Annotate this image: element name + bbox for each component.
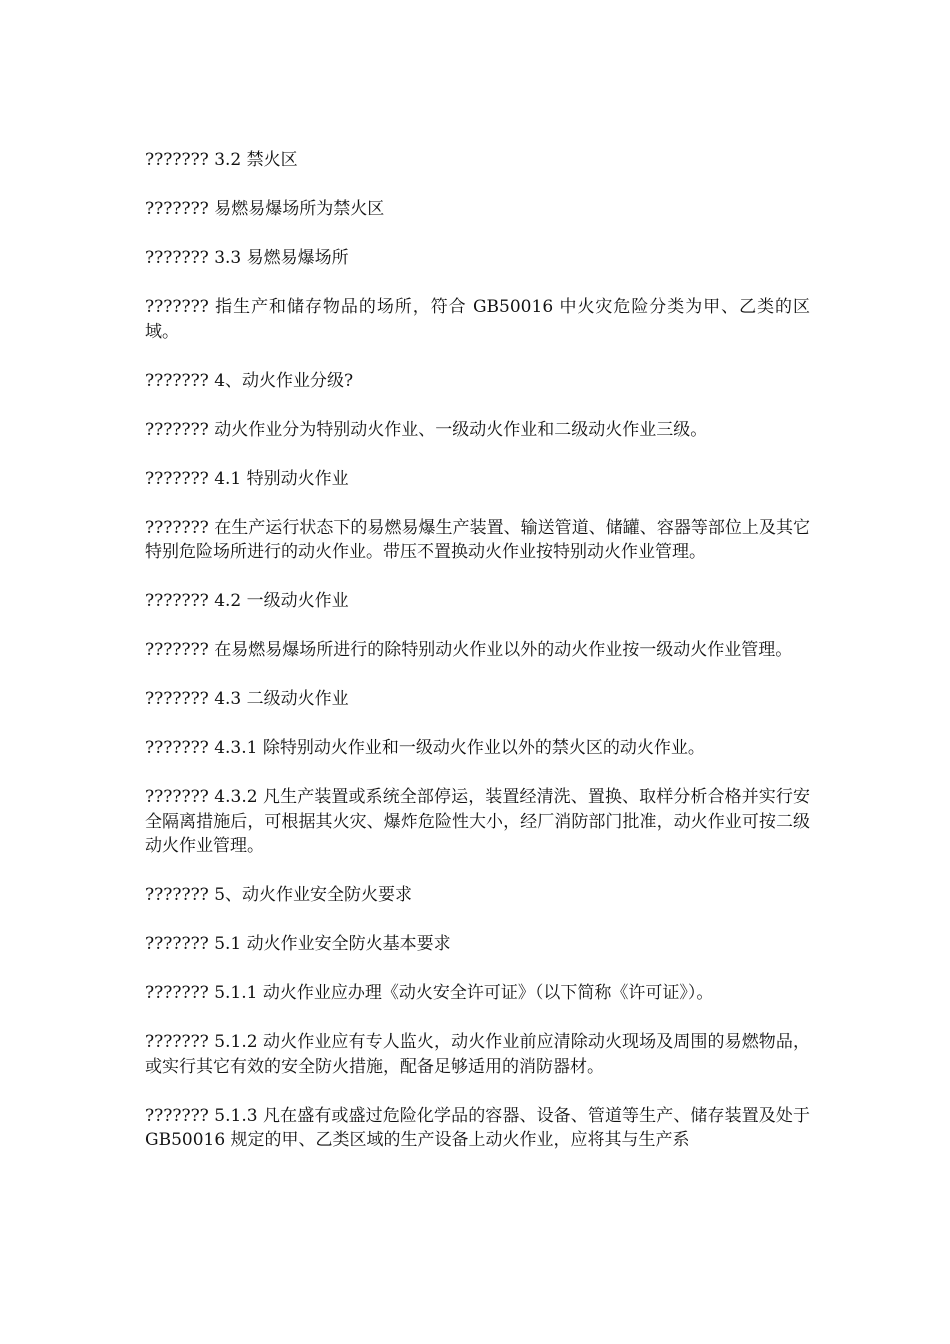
paragraph-3-2-text: ??????? 易燃易爆场所为禁火区 — [145, 199, 385, 219]
paragraph-4-heading: ??????? 4、动火作业分级? — [145, 370, 354, 391]
paragraph-5-1-1: ??????? 5.1.1 动火作业应办理《动火安全许可证》（以下简称《许可证》）。 — [145, 983, 714, 1003]
paragraph-3-3-text: ??????? 指生产和储存物品的场所，符合 GB50016 中火灾危险分类为甲、乙类的区域。 — [145, 297, 810, 342]
paragraph-4-2-text: ??????? 在易燃易爆场所进行的除特别动火作业以外的动火作业按一级动火作业管理。 — [145, 640, 793, 660]
paragraph-4-3-2: ??????? 4.3.2 凡生产装置或系统全部停运，装置经清洗、置换、取样分析合格并实行安全隔离措施后，可根据其火灾、爆炸危险性大小，经厂消防部门批准，动火作业可按二级动火作业管理。 — [145, 787, 810, 856]
paragraph-5-1-3: ??????? 5.1.3 凡在盛有或盛过危险化学品的容器、设备、管道等生产、储存装置及处于 GB50016 规定的甲、乙类区域的生产设备上动火作业，应将其与生产系 — [145, 1105, 810, 1150]
paragraph-4-2-heading: ??????? 4.2 一级动火作业 — [145, 591, 349, 611]
paragraph-4-1-heading: ??????? 4.1 特别动火作业 — [145, 468, 349, 489]
paragraph-3-3-heading: ??????? 3.3 易燃易爆场所 — [145, 248, 349, 268]
paragraph-5-1-2: ??????? 5.1.2 动火作业应有专人监火，动火作业前应清除动火现场及周围的易燃物品，或实行其它有效的安全防火措施，配备足够适用的消防器材。 — [145, 1032, 810, 1077]
paragraph-5-heading: ??????? 5、动火作业安全防火要求 — [145, 885, 413, 905]
paragraph-5-1-heading: ??????? 5.1 动火作业安全防火基本要求 — [145, 934, 451, 954]
paragraph-4-text: ??????? 动火作业分为特别动火作业、一级动火作业和二级动火作业三级。 — [145, 419, 708, 440]
document-body — [145, 148, 810, 1177]
paragraph-4-3-heading: ??????? 4.3 二级动火作业 — [145, 689, 349, 709]
paragraph-3-2-heading: ??????? 3.2 禁火区 — [145, 150, 298, 170]
paragraph-4-3-1: ??????? 4.3.1 除特别动火作业和一级动火作业以外的禁火区的动火作业。 — [145, 738, 705, 758]
paragraph-4-1-text: ??????? 在生产运行状态下的易燃易爆生产装置、输送管道、储罐、容器等部位上及其它特别危险场所进行的动火作业。带压不置换动火作业按特别动火作业管理。 — [145, 517, 810, 562]
